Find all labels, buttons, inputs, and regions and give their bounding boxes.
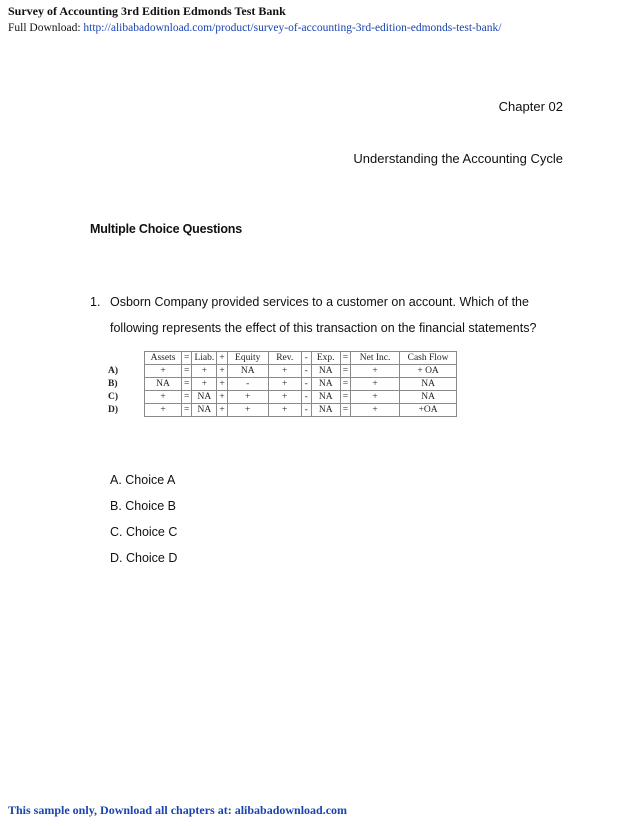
chapter-number: Chapter 02 (498, 99, 563, 114)
table-cell: = (182, 365, 192, 378)
table-header: - (301, 352, 311, 365)
table-header: + (217, 352, 227, 365)
table-cell: = (340, 391, 350, 404)
table-header: Liab. (192, 352, 217, 365)
table-cell: + (268, 391, 301, 404)
table-cell: + (268, 404, 301, 417)
table-cell: - (301, 391, 311, 404)
table-header: Cash Flow (400, 352, 457, 365)
question-block (90, 289, 550, 341)
row-label: B) (108, 379, 118, 389)
table-header: Assets (145, 352, 182, 365)
download-link[interactable]: http://alibabadownload.com/product/survey-of-accounting-3rd-edition-edmonds-test-bank/ (83, 22, 502, 34)
table-cell: + (351, 378, 400, 391)
table-row (108, 365, 457, 378)
table-cell: = (182, 378, 192, 391)
table-header: Equity (227, 352, 268, 365)
question-text: Osborn Company provided services to a customer on account. Which of the following represents the effect of this transaction on the financial statements? (110, 295, 537, 335)
answer-table (108, 351, 457, 417)
question-number: 1. (90, 295, 101, 309)
footer-download-note[interactable]: This sample only, Download all chapters at: alibabadownload.com (8, 803, 348, 817)
table-row (108, 391, 457, 404)
table-cell: - (227, 378, 268, 391)
table-cell: NA (311, 365, 340, 378)
table-cell: - (301, 365, 311, 378)
table-cell: NA (192, 404, 217, 417)
table-cell: + (351, 404, 400, 417)
table-row (108, 378, 457, 391)
table-header-row (108, 352, 457, 365)
table-row (108, 404, 457, 417)
table-cell: + (351, 365, 400, 378)
table-cell: + OA (400, 365, 457, 378)
answer-choice-c: C. Choice C (110, 525, 178, 539)
table-cell: + (227, 391, 268, 404)
table-cell: NA (400, 378, 457, 391)
table-cell: NA (311, 378, 340, 391)
table-cell: = (340, 365, 350, 378)
table-cell: = (340, 404, 350, 417)
download-line (8, 22, 501, 34)
answer-choice-b: B. Choice B (110, 499, 177, 513)
table-cell: +OA (400, 404, 457, 417)
table-cell: + (217, 378, 227, 391)
table-header: Net Inc. (351, 352, 400, 365)
table-header: = (182, 352, 192, 365)
table-header: Rev. (268, 352, 301, 365)
table-cell: + (192, 378, 217, 391)
answer-choice-a: A. Choice A (110, 473, 176, 487)
table-cell: + (268, 365, 301, 378)
table-cell: NA (311, 391, 340, 404)
table-cell: + (351, 391, 400, 404)
answer-choice-d: D. Choice D (110, 551, 178, 565)
table-cell: = (182, 404, 192, 417)
table-cell: NA (311, 404, 340, 417)
table-cell: - (301, 404, 311, 417)
row-label: A) (108, 366, 119, 376)
document-header-title: Survey of Accounting 3rd Edition Edmonds Test Bank (8, 4, 286, 18)
table-cell: + (217, 391, 227, 404)
table-cell: - (301, 378, 311, 391)
table-cell: + (145, 365, 182, 378)
table-cell: NA (227, 365, 268, 378)
table-cell: + (227, 404, 268, 417)
table-header: Exp. (311, 352, 340, 365)
table-cell: = (182, 391, 192, 404)
table-cell: + (217, 365, 227, 378)
table-cell: NA (400, 391, 457, 404)
table-cell: + (145, 391, 182, 404)
table-cell: NA (145, 378, 182, 391)
table-corner (108, 352, 145, 365)
table-cell: + (145, 404, 182, 417)
table-cell: + (217, 404, 227, 417)
table-cell: + (268, 378, 301, 391)
download-label: Full Download: (8, 22, 81, 34)
row-label: D) (108, 405, 119, 415)
row-label: C) (108, 392, 119, 402)
chapter-title: Understanding the Accounting Cycle (353, 151, 563, 166)
table-cell: = (340, 378, 350, 391)
table-cell: NA (192, 391, 217, 404)
table-cell: + (192, 365, 217, 378)
section-heading: Multiple Choice Questions (90, 222, 242, 236)
table-header: = (340, 352, 350, 365)
